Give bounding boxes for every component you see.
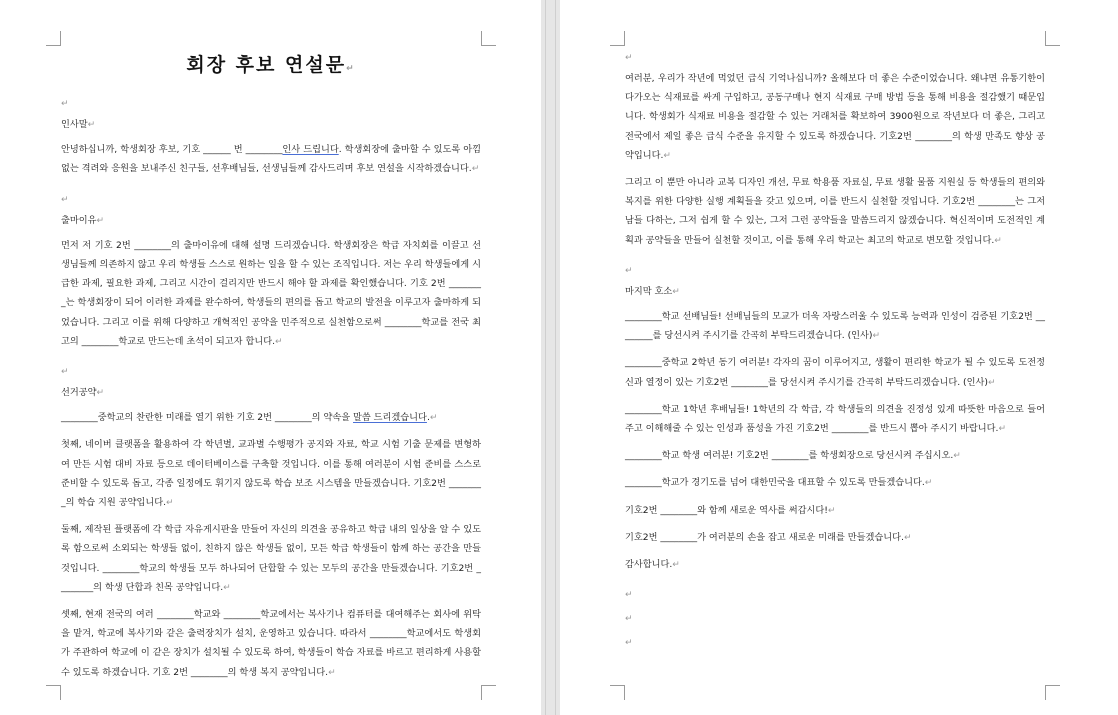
underlined-text: 인사 드립니다	[282, 144, 339, 156]
paragraph-mark-icon: ↵	[998, 424, 1006, 435]
paragraph-mark-icon: ↵	[663, 150, 671, 161]
body-paragraph	[61, 605, 481, 683]
body-paragraph	[625, 501, 1045, 521]
crop-mark-bottom-right	[1045, 685, 1060, 700]
body-paragraph	[61, 408, 481, 428]
paragraph-text: 기호2번 ________가 여러분의 손을 잡고 새로운 미래를 만들겠습니다.	[625, 531, 904, 543]
section-heading	[61, 115, 481, 135]
paragraph-text: 둘째, 제작된 플랫폼에 각 학급 자유게시판을 만들어 자신의 의견을 공유하고 학급 내의 일상을 알 수 있도록 함으로써 소외되는 학생들 없이, 친하지 않은 학생들 없이, 모든 학급 학생들이 함께 하는 공간을 만들 것입니다. ________학교의 학생들 모두 하나되어 단합할 수 있는 모두의 공간을 만들겠습니다. 기호2번 ________의 학생 단합과 친목 공약입니다.	[61, 524, 481, 593]
paragraph-text: .	[426, 412, 430, 424]
section-heading	[61, 383, 481, 403]
section-heading-text: 인사말	[61, 119, 88, 130]
paragraph-mark-icon: ↵	[953, 451, 961, 462]
paragraph-text: ________중학교의 찬란한 미래를 열기 위한 기호 2번 ________의 약속을	[61, 412, 354, 424]
paragraph-mark-icon: ↵	[87, 120, 96, 130]
paragraph-mark-icon: ↵	[166, 498, 174, 509]
paragraph-mark-icon: ↵	[275, 336, 283, 347]
body-paragraph	[625, 446, 1045, 466]
empty-paragraph	[625, 258, 1045, 277]
paragraph-text: ________학교 학생 여러분! 기호2번 ________를 학생회장으로 당선시켜 주십시오.	[625, 450, 954, 462]
document-title-text: 회장 후보 연설문	[186, 54, 347, 76]
body-paragraph	[625, 69, 1045, 166]
empty-paragraph	[625, 606, 1045, 625]
page-1-paragraphs	[61, 91, 481, 683]
paragraph-mark-icon: ↵	[625, 53, 633, 63]
paragraph-mark-icon: ↵	[625, 265, 633, 276]
underlined-text: 말씀 드리겠습니다	[353, 412, 427, 424]
empty-paragraph	[625, 630, 1045, 649]
body-paragraph	[61, 520, 481, 598]
section-heading-text: 선거공약	[61, 387, 97, 399]
document-page-1	[0, 0, 541, 715]
body-paragraph	[625, 473, 1045, 493]
paragraph-text: 여러분, 우리가 작년에 먹었던 급식 기억나십니까? 올해보다 더 좋은 수준이었습니다. 왜냐면 유통기한이 다가오는 식재료를 싸게 구입하고, 공동구매나 현지 식재료 구매 방법 등을 통해 비용을 절감했기 때문입니다. 학생회가 식재료 비용을 절감할 수 있는 거래처를 확보하여 3900원으로 작년보다 더 좋은, 그리고 전국에서 제일 좋은 급식 수준을 유지할 수 있도록 하겠습니다. 기호2번 ________의 학생 만족도 향상 공약입니다.	[625, 73, 1045, 161]
empty-paragraph	[625, 45, 1045, 64]
paragraph-text: 첫째, 네이버 클랫폼을 활용하여 각 학년별, 교과별 수행평가 공지와 자료, 학교 시험 기출 문제를 변형하여 만든 시험 대비 자료 등으로 데이터베이스를 구축할 것입니다. 이를 통해 여러분이 시험 준비를 스스로 준비할 수 있도록 돕고, 각종 일정에도 휘기지 않도록 학습 보조 시스템을 만들겠습니다. 기호2번 ________의 학습 지원 공약입니다.	[61, 439, 481, 509]
crop-mark-bottom-right	[481, 685, 496, 700]
body-paragraph	[625, 528, 1045, 548]
body-paragraph	[625, 555, 1045, 575]
paragraph-mark-icon: ↵	[471, 164, 480, 175]
paragraph-mark-icon: ↵	[61, 99, 69, 109]
paragraph-text: ________학교 선배님들! 선배님들의 모교가 더욱 자랑스러울 수 있도록 능력과 인성이 검증된 기호2번 ________를 당선시켜 주시기를 간곡히 부탁드리겠습니다. (인사)	[625, 311, 1045, 342]
page-2-body[interactable]	[625, 45, 1045, 654]
page-1-body[interactable]	[61, 0, 481, 690]
paragraph-mark-icon: ↵	[672, 560, 680, 571]
empty-paragraph	[61, 187, 481, 206]
crop-mark-top-right	[1045, 31, 1060, 46]
paragraph-text: 그리고 이 뿐만 아니라 교복 디자인 개선, 무료 학용품 자료실, 무료 생활 물품 지원실 등 학생들의 편의와 복지를 위한 다양한 실행 계획들을 갖고 있으며, 이를 반드시 실천할 것입니다. 기호2번 ________는 그저 남들 다하는, 그저 쉽게 할 수 있는, 그저 그런 공약들을 말씀드리지 않겠습니다. 혁신적이며 도전적인 계획과 공약들을 만들어 실천할 것이고, 이를 통해 우리 학교는 최고의 학교로 변모할 것입니다.	[625, 177, 1045, 246]
crop-mark-bottom-left	[46, 685, 61, 700]
paragraph-mark-icon: ↵	[96, 215, 105, 226]
empty-paragraph	[61, 91, 481, 110]
paragraph-mark-icon: ↵	[872, 331, 881, 342]
paragraph-mark-icon: ↵	[625, 638, 633, 649]
empty-paragraph	[61, 359, 481, 378]
document-page-2	[560, 0, 1118, 715]
paragraph-text: 안녕하십니까, 학생회장 후보, 기호 ______ 번 ________	[61, 144, 283, 156]
paragraph-mark-icon: ↵	[429, 413, 438, 424]
paragraph-text: ________학교가 경기도를 넘어 대한민국을 대표할 수 있도록 만들겠습니다.	[625, 477, 925, 489]
paragraph-mark-icon: ↵	[625, 614, 633, 625]
empty-paragraph	[625, 582, 1045, 601]
paragraph-text: ________중학교 2학년 동기 여러분! 각자의 꿈이 이루어지고, 생활이 편리한 학교가 될 수 있도록 도전정신과 열정이 있는 기호2번 ________를 당선시켜 주시기를 간곡히 부탁드리겠습니다. (인사)	[625, 357, 1045, 388]
paragraph-mark-icon: ↵	[223, 582, 231, 593]
paragraph-text: 먼저 저 기호 2번 ________의 출마이유에 대해 설명 드리겠습니다. 학생회장은 학급 자치회를 이끌고 선생님들께 의존하지 않고 우리 학생들 스스로 원하는 일을 할 수 있는 조직입니다. 저는 우리 학생들에게 시급한 과제, 필요한 과제, 그리고 시간이 걸리지만 반드시 해야 할 과제를 확인했습니다. 기호 2번 ________는 학생회장이 되어 이러한 과제를 완수하여, 학생들의 편의를 돕고 학교의 발전을 이루고자 출마하게 되었습니다. 그리고 이를 위해 다양하고 개혁적인 공약을 민주적으로 실천함으로써 ________학교를 전국 최고의 ________학교로 만드는데 초석이 되고자 합니다.	[61, 239, 481, 347]
paragraph-text: . 학생회장에 출마할 수 있도록 아낌없는 격려와 응원을 보내주신 친구들, 선후배님들, 선생님들께 감사드리며 후보 연설을 시작하겠습니다.	[61, 144, 481, 175]
crop-mark-top-right	[481, 31, 496, 46]
page-2-paragraphs	[625, 45, 1045, 649]
body-paragraph	[625, 173, 1045, 251]
section-heading	[625, 282, 1045, 302]
paragraph-mark-icon: ↵	[827, 505, 836, 516]
paragraph-mark-icon: ↵	[96, 388, 105, 399]
paragraph-mark-icon: ↵	[61, 194, 69, 205]
body-paragraph	[61, 435, 481, 513]
body-paragraph	[625, 307, 1045, 346]
paragraph-text: 셋째, 현재 전국의 여러 ________학교와 ________학교에서는 복사기나 컴퓨터를 대여해주는 회사에 위탁을 맡겨, 학교에 복사기와 같은 출력장치가 설치, 운영하고 있습니다. 따라서 ________학교에서도 학생회가 주관하여 학교에 이 같은 장치가 설치될 수 있도록 하여, 학생들이 학습 자료를 바르고 편리하게 사용할 수 있도록 하겠습니다. 기호 2번 ________의 학생 복지 공약입니다.	[61, 609, 481, 678]
body-paragraph	[625, 353, 1045, 392]
body-paragraph	[625, 400, 1045, 439]
paragraph-text: 감사합니다.	[625, 559, 673, 571]
crop-mark-top-left	[46, 31, 61, 46]
paragraph-mark-icon: ↵	[672, 286, 680, 297]
body-paragraph	[61, 236, 481, 352]
section-heading-text: 출마이유	[61, 214, 97, 226]
paragraph-mark-icon: ↵	[987, 377, 996, 388]
paragraph-mark-icon: ↵	[903, 532, 912, 543]
paragraph-mark-icon: ↵	[346, 64, 356, 74]
paragraph-mark-icon: ↵	[924, 478, 933, 489]
crop-mark-bottom-left	[610, 685, 625, 700]
paragraph-mark-icon: ↵	[994, 235, 1002, 246]
paragraph-mark-icon: ↵	[328, 667, 336, 678]
section-heading	[61, 211, 481, 231]
body-paragraph	[61, 140, 481, 179]
section-heading-text: 마지막 호소	[625, 285, 673, 297]
document-title	[61, 50, 481, 77]
paragraph-mark-icon: ↵	[61, 367, 69, 378]
paragraph-text: ________학교 1학년 후배님들! 1학년의 각 학급, 각 학생들의 의견을 진정성 있게 따뜻한 마음으로 들어주고 이해해줄 수 있는 인성과 품성을 가진 기호2번 ________를 반드시 뽑아 주시기 바랍니다.	[625, 403, 1045, 435]
paragraph-mark-icon: ↵	[625, 590, 633, 601]
paragraph-text: 기호2번 ________와 함께 새로운 역사를 써갑시다!	[625, 504, 828, 516]
page-gutter	[541, 0, 560, 715]
crop-mark-top-left	[610, 31, 625, 46]
